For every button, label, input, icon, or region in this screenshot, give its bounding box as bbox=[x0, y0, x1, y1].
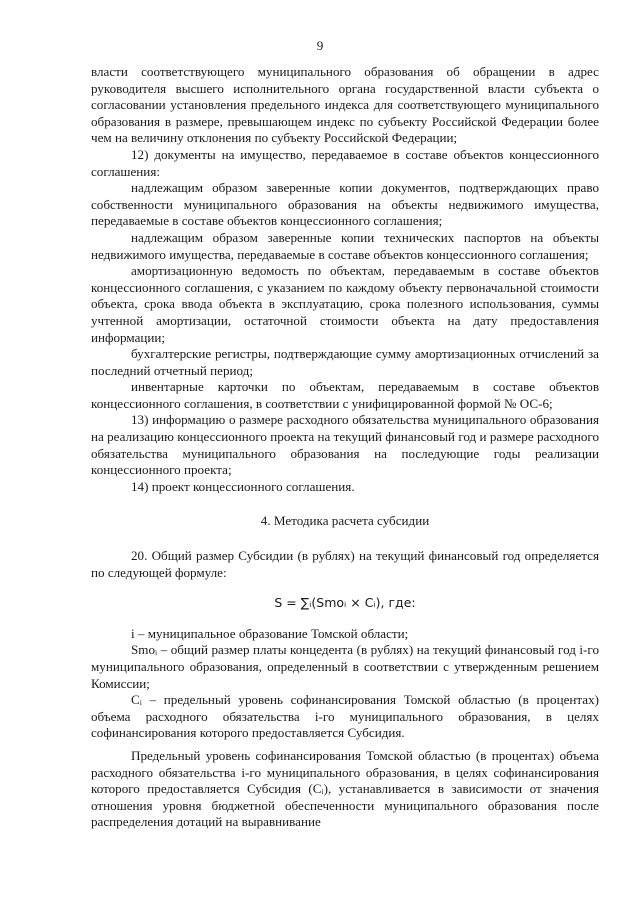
definition-i: i – муниципальное образование Томской области; bbox=[131, 625, 409, 641]
paragraph-20: 20. Общий размер Субсидии (в рублях) на текущий финансовый год определяется по следующей формуле: bbox=[91, 548, 599, 580]
paragraph: 12) документы на имущество, передаваемое в составе объектов концессионного соглашения: bbox=[91, 146, 599, 179]
paragraph: 13) информацию о размере расходного обязательства муниципального образования на реализацию концессионного проекта на текущий финансовый год и размере расходного обязательства муниципального образования на последующие годы реализации концессионного проекта; bbox=[91, 412, 599, 478]
paragraph: бухгалтерские регистры, подтверждающие сумму амортизационных отчислений за последний отчетный период; bbox=[91, 346, 599, 378]
paragraph: надлежащим образом заверенные копии документов, подтверждающих право собственности муниципального образования на объекты недвижимого имущества, передаваемые в составе объектов концессионного соглашения; bbox=[91, 180, 599, 229]
paragraph: инвентарные карточки по объектам, передаваемым в составе объектов концессионного соглашения, в соответствии с унифицированной формой № ОС-6; bbox=[91, 379, 599, 411]
subsidy-formula: S = ∑ᵢ(Smoᵢ × Cᵢ), где: bbox=[274, 595, 416, 611]
page-number: 9 bbox=[316, 38, 324, 53]
paragraph: надлежащим образом заверенные копии технических паспортов на объекты недвижимого имущества, передаваемые в составе объектов концессионного соглашения; bbox=[91, 229, 599, 262]
section-heading: 4. Методика расчета субсидии bbox=[260, 513, 430, 529]
definition-smo: Smoᵢ – общий размер платы концедента (в рублях) на текущий финансовый год i-го муниципального образования, определенный в соответствии с утвержденным решением Комиссии; bbox=[91, 642, 599, 691]
paragraph: власти соответствующего муниципального образования об обращении в адрес руководителя высшего исполнительного органа государственной власти субъекта о согласовании установления предельного индекса для соответствующего муниципального образования в размере, превышающем индекс по субъекту Российской Федерации более чем на величину отклонения по субъекту Российской Федерации; bbox=[91, 64, 599, 146]
paragraph: амортизационную ведомость по объектам, передаваемым в составе объектов концессионного соглашения, с указанием по каждому объекту первоначальной стоимости объекта, срока ввода объекта в эксплуатацию, срока полезного использования, суммы учтенной амортизации, остаточной стоимости объекта на дату предоставления информации; bbox=[91, 263, 599, 345]
definition-c: Cᵢ – предельный уровень софинансирования Томской областью (в процентах) объема расходного обязательства i-го муниципального образования, в целях софинансирования которого предоставляется Субсидия. bbox=[91, 692, 599, 741]
paragraph: Предельный уровень софинансирования Томской областью (в процентах) объема расходного обязательства i-го муниципального образования, в целях софинансирования которого предоставляется Субсидия (Cᵢ), устанавливается в зависимости от значения отношения уровня бюджетной обеспеченности муниципального образования после распределения дотаций на выравнивание bbox=[91, 747, 599, 830]
paragraph: 14) проект концессионного соглашения. bbox=[131, 478, 355, 494]
document-body bbox=[91, 64, 599, 831]
paragraph-group-after bbox=[91, 626, 599, 831]
paragraph-group-before bbox=[91, 64, 599, 495]
